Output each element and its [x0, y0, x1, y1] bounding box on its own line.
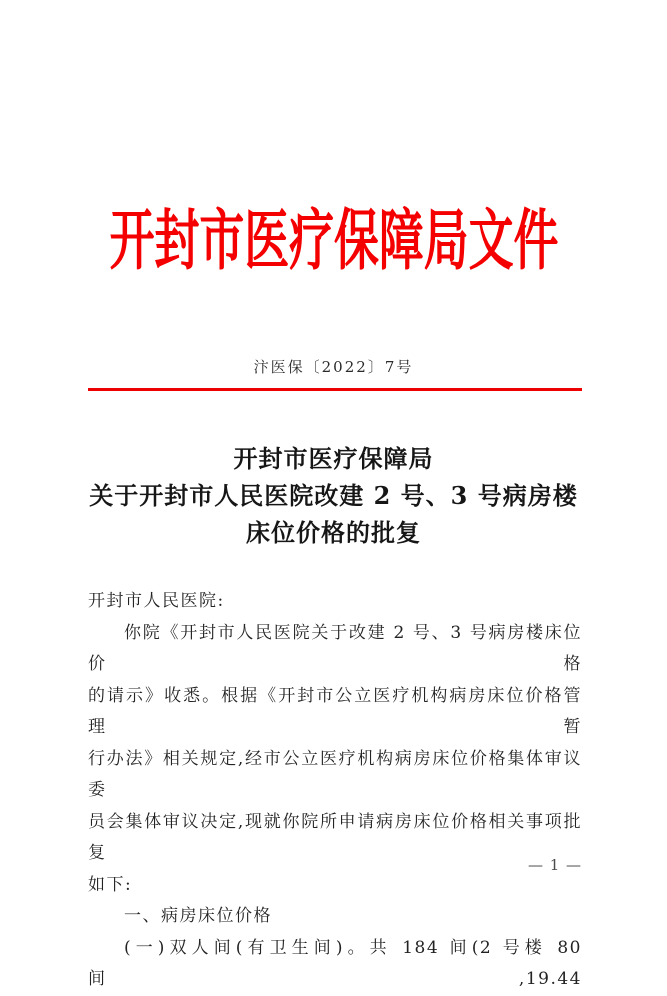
agency-banner-text: 开封市医疗保障局文件: [109, 201, 558, 279]
document-title: [0, 440, 667, 551]
title-line-1: 开封市医疗保障局: [233, 444, 434, 473]
title-line-2: 关于开封市人民医院改建 2 号、3 号病房楼: [89, 481, 578, 510]
body-section-heading: 一、病房床位价格: [124, 906, 272, 926]
red-divider-rule: [88, 388, 582, 391]
doc-number: 汴医保〔2022〕7号: [253, 358, 414, 376]
body-line-1: 你院《开封市人民医院关于改建 2 号、3 号病房楼床位价格: [88, 622, 582, 674]
page-number: — 1 —: [527, 856, 583, 874]
title-line-3: 床位价格的批复: [246, 518, 421, 547]
body-line-3: 行办法》相关规定,经市公立医疗机构病房床位价格集体审议委: [88, 748, 582, 800]
agency-banner: [0, 203, 667, 279]
document-body: [88, 586, 582, 996]
salutation: 开封市人民医院:: [88, 591, 225, 611]
body-line-4: 员会集体审议决定,现就你院所申请病房床位价格相关事项批复: [88, 811, 582, 863]
body-line-2: 的请示》收悉。根据《开封市公立医疗机构病房床位价格管理暂: [88, 685, 582, 737]
body-line-5: 如下:: [88, 874, 133, 895]
body-line-7: (一)双人间(有卫生间)。共 184 间(2 号楼 80 间,19.44: [88, 937, 582, 989]
